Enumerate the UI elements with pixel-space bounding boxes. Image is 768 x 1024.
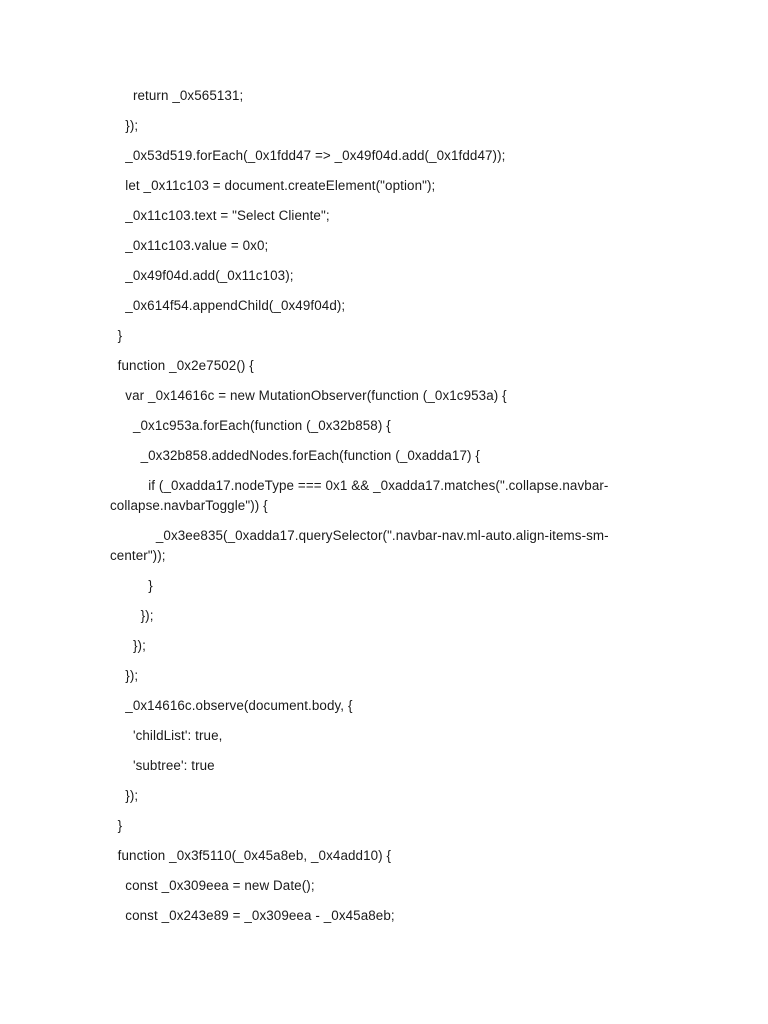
code-line: if (_0xadda17.nodeType === 0x1 && _0xadda17.matches(".collapse.navbar-collapse.navbarToggle")) { bbox=[110, 478, 609, 513]
code-line: } bbox=[110, 818, 123, 833]
code-line: }); bbox=[110, 608, 154, 623]
code-line: } bbox=[110, 328, 123, 343]
code-line: function _0x2e7502() { bbox=[110, 358, 254, 373]
code-line: _0x14616c.observe(document.body, { bbox=[110, 698, 353, 713]
code-line: const _0x243e89 = _0x309eea - _0x45a8eb; bbox=[110, 908, 395, 923]
code-line: _0x3ee835(_0xadda17.querySelector(".navbar-nav.ml-auto.align-items-sm-center")); bbox=[110, 528, 609, 563]
code-line: } bbox=[110, 578, 153, 593]
code-line: _0x11c103.value = 0x0; bbox=[110, 238, 269, 253]
code-line: _0x11c103.text = "Select Cliente"; bbox=[110, 208, 330, 223]
code-line: }); bbox=[110, 788, 139, 803]
code-line: _0x32b858.addedNodes.forEach(function (_0xadda17) { bbox=[110, 448, 480, 463]
code-line: return _0x565131; bbox=[110, 88, 244, 103]
code-line: }); bbox=[110, 638, 146, 653]
code-line: _0x53d519.forEach(_0x1fdd47 => _0x49f04d.add(_0x1fdd47)); bbox=[110, 148, 506, 163]
code-line: }); bbox=[110, 668, 139, 683]
code-line: function _0x3f5110(_0x45a8eb, _0x4add10) { bbox=[110, 848, 392, 863]
code-listing bbox=[110, 86, 650, 936]
code-line: _0x49f04d.add(_0x11c103); bbox=[110, 268, 294, 283]
code-line: let _0x11c103 = document.createElement("option"); bbox=[110, 178, 436, 193]
code-line: }); bbox=[110, 118, 139, 133]
code-line: 'childList': true, bbox=[110, 728, 223, 743]
code-line: _0x614f54.appendChild(_0x49f04d); bbox=[110, 298, 346, 313]
code-line: const _0x309eea = new Date(); bbox=[110, 878, 315, 893]
code-line: 'subtree': true bbox=[110, 758, 215, 773]
code-line: var _0x14616c = new MutationObserver(function (_0x1c953a) { bbox=[110, 388, 507, 403]
code-line: _0x1c953a.forEach(function (_0x32b858) { bbox=[110, 418, 391, 433]
